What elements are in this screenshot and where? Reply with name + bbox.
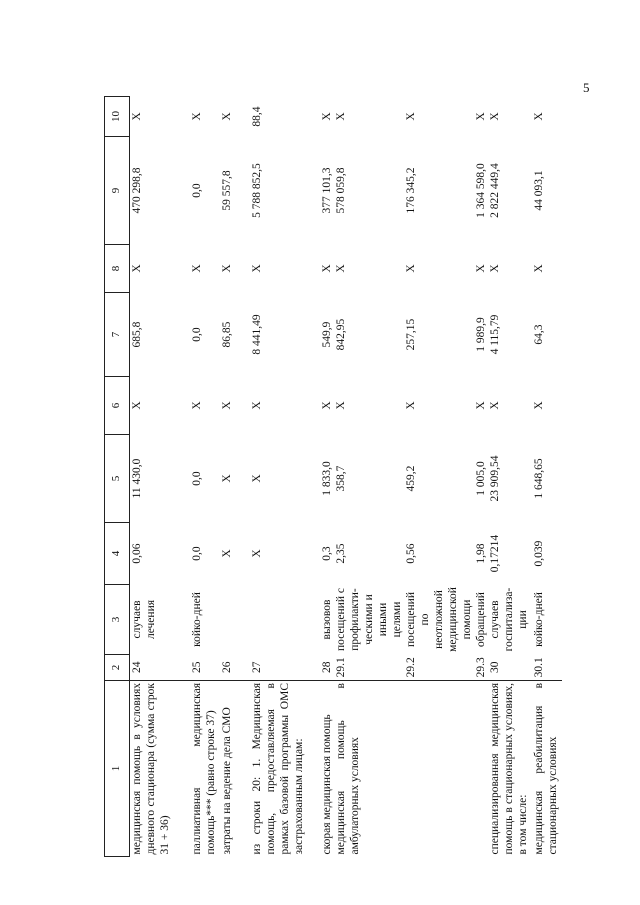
cell-col4: 0,56: [404, 543, 417, 564]
cell-col6: X: [334, 401, 347, 410]
row-number: 25: [190, 661, 203, 673]
row-number: 29.1: [334, 657, 347, 678]
cell-col5: X: [220, 474, 233, 483]
cell-col4: 1,98: [474, 543, 487, 564]
cell-col6: X: [488, 401, 501, 410]
col-header-7: 7: [105, 293, 130, 377]
row-number: 29.2: [404, 657, 417, 678]
cell-col7: 0,0: [190, 327, 203, 342]
row-label: затраты на ведение дела СМО: [220, 681, 250, 857]
cell-col6: X: [190, 401, 203, 410]
table-row: [130, 97, 190, 857]
col-header-5: 5: [105, 435, 130, 523]
cell-col5: 1 833,0: [320, 461, 333, 496]
cell-col7: 4 115,79: [488, 314, 501, 355]
row-label: скорая медицинская помощь: [320, 681, 334, 857]
cell-col10: X: [334, 112, 347, 121]
cell-col7: 64,3: [532, 324, 545, 345]
cell-col4: 0,039: [532, 540, 545, 567]
cell-col8: X: [488, 264, 501, 273]
cell-col8: X: [250, 264, 263, 273]
row-number: 27: [250, 661, 263, 673]
col-header-6: 6: [105, 377, 130, 435]
cell-col9: 44 093,1: [532, 170, 545, 211]
cell-col8: X: [474, 264, 487, 273]
cell-col7: 8 441,49: [250, 314, 263, 355]
unit: [220, 585, 250, 655]
col-header-9: 9: [105, 137, 130, 245]
cell-col8: X: [131, 264, 143, 273]
table-row: [190, 97, 220, 857]
row-number: 26: [220, 661, 233, 673]
cell-col4: X: [220, 549, 233, 558]
cell-col4: 0,3: [320, 546, 333, 561]
cell-col8: X: [334, 264, 347, 273]
col-header-4: 4: [105, 523, 130, 585]
col-header-10: 10: [105, 97, 130, 137]
cell-col5: 459,2: [404, 465, 417, 492]
col-header-2: 2: [105, 655, 130, 681]
cell-col7: 842,95: [334, 318, 347, 351]
table-row: [320, 97, 334, 857]
unit: посещений по неотложной медицинской помощи: [404, 587, 473, 652]
row-label: медицинская помощь в амбулаторных условиях: [334, 681, 404, 857]
row-label: паллиативная медицинская помощь*** (равно строке 37): [190, 681, 220, 857]
cell-col7: 685,8: [131, 321, 143, 348]
row-number: 29.3: [474, 657, 487, 678]
cell-col9: 2 822 449,4: [488, 163, 501, 218]
cell-col10: 88,4: [250, 106, 263, 127]
header-row: [105, 97, 130, 857]
cell-col6: X: [220, 401, 233, 410]
row-label: из строки 20: 1. Медицинская помощь, предоставляемая в рамках базовой программы ОМС застрахованным лицам:: [250, 681, 320, 857]
cell-col10: X: [404, 112, 417, 121]
cell-col10: X: [474, 112, 487, 121]
unit: посещений с профилакти-ческими и иными целями: [334, 588, 403, 651]
cell-col4: 0,0: [190, 546, 203, 561]
rotated-table-container: [104, 97, 559, 857]
table-row: [488, 97, 532, 857]
unit: случаев лечения: [131, 599, 158, 640]
cell-col9: 59 557,8: [220, 170, 233, 211]
cell-col6: X: [532, 401, 545, 410]
table-row: [532, 97, 562, 857]
row-number: 30: [488, 661, 501, 673]
cell-col10: X: [532, 112, 545, 121]
row-label: [404, 681, 474, 857]
col-header-8: 8: [105, 245, 130, 293]
col-header-1: 1: [105, 681, 130, 857]
cell-col4: 0,06: [131, 543, 143, 564]
page-number: 5: [583, 80, 590, 95]
cell-col5: 11 430,0: [131, 458, 143, 499]
cell-col10: X: [190, 112, 203, 121]
cell-col8: X: [220, 264, 233, 273]
cell-col9: 470 298,8: [131, 167, 143, 214]
cell-col8: X: [320, 264, 333, 273]
table-row: [404, 97, 474, 857]
unit: обращений: [474, 592, 487, 647]
table-row: [474, 97, 488, 857]
cell-col6: X: [250, 401, 263, 410]
cell-col7: 1 989,9: [474, 317, 487, 352]
cell-col6: X: [404, 401, 417, 410]
unit: вызовов: [320, 599, 333, 640]
cell-col5: X: [250, 474, 263, 483]
cell-col6: X: [474, 401, 487, 410]
table-row: [334, 97, 404, 857]
cell-col9: 176 345,2: [404, 167, 417, 214]
cell-col5: 358,7: [334, 465, 347, 492]
row-label: специализированная медицинская помощь в стационарных условиях, в том числе:: [488, 681, 532, 857]
cell-col9: 1 364 598,0: [474, 163, 487, 218]
cell-col8: X: [190, 264, 203, 273]
row-number: 30.1: [532, 657, 545, 678]
unit: койко-дней: [190, 592, 203, 647]
cell-col4: 0,17214: [488, 534, 501, 573]
unit: случаев госпитализа-ции: [488, 587, 529, 652]
row-number: 28: [320, 661, 333, 673]
cell-col8: X: [532, 264, 545, 273]
cell-col4: X: [250, 549, 263, 558]
cell-col7: 86,85: [220, 321, 233, 348]
unit: [250, 585, 320, 655]
cell-col10: X: [320, 112, 333, 121]
col-header-3: 3: [105, 585, 130, 655]
unit: койко-дней: [532, 592, 545, 647]
cell-col6: X: [131, 401, 143, 410]
cell-col6: X: [320, 401, 333, 410]
financing-table: [104, 96, 562, 857]
cell-col9: 0,0: [190, 183, 203, 198]
cell-col7: 549,9: [320, 321, 333, 348]
cell-col8: X: [404, 264, 417, 273]
cell-col9: 5 788 852,5: [250, 163, 263, 218]
cell-col9: 377 101,3: [320, 167, 333, 214]
cell-col10: X: [488, 112, 501, 121]
table-row: [220, 97, 250, 857]
cell-col5: 1 648,65: [532, 458, 545, 499]
cell-col5: 0,0: [190, 471, 203, 486]
row-label: [474, 681, 488, 857]
table-row: [250, 97, 320, 857]
cell-col10: X: [220, 112, 233, 121]
cell-col7: 257,15: [404, 318, 417, 351]
row-label: медицинская реабилитация в стационарных условиях: [532, 681, 562, 857]
row-label: медицинская помощь в условиях дневного стационара (сумма строк 31 + 36): [130, 681, 190, 857]
row-number: 24: [131, 661, 143, 673]
cell-col5: 1 005,0: [474, 461, 487, 496]
cell-col9: 578 059,8: [334, 167, 347, 214]
cell-col5: 23 909,54: [488, 455, 501, 502]
cell-col4: 2,35: [334, 543, 347, 564]
cell-col10: X: [131, 112, 143, 121]
